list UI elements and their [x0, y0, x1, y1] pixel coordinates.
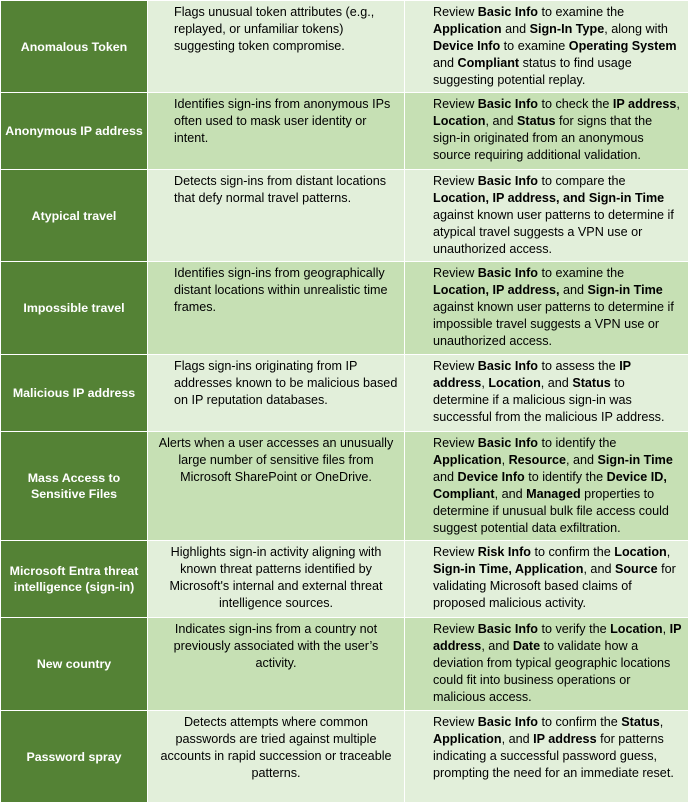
review-field-name: Managed	[526, 487, 581, 501]
review-text: to examine	[500, 39, 569, 53]
table-row	[1, 170, 688, 262]
detection-description: Flags sign-ins originating from IP addresses known to be malicious based on IP reputation databases.	[148, 355, 405, 432]
review-field-name: Application	[433, 732, 502, 746]
detection-description: Highlights sign-in activity aligning with known threat patterns identified by Microsoft's internal and external threat intelligence sources.	[148, 541, 405, 618]
detection-description: Detects sign-ins from distant locations that defy normal travel patterns.	[148, 170, 405, 262]
review-field-name: Location	[488, 376, 540, 390]
review-field-name: Basic Info	[478, 5, 538, 19]
review-field-name: Application	[433, 453, 502, 467]
review-text: , and	[541, 376, 573, 390]
review-field-name: Location, IP address,	[433, 283, 559, 297]
review-text: Review	[433, 545, 478, 559]
detection-description: Alerts when a user accesses an unusually large number of sensitive files from Microsoft SharePoint or OneDrive.	[148, 432, 405, 541]
review-text: to confirm the	[531, 545, 614, 559]
review-text: Review	[433, 359, 478, 373]
review-field-name: Basic Info	[478, 436, 538, 450]
review-field-name: Status	[572, 376, 611, 390]
review-field-name: IP address	[613, 97, 676, 111]
review-text: ,	[663, 622, 670, 636]
review-field-name: Basic Info	[478, 622, 538, 636]
review-text: Review	[433, 5, 478, 19]
detection-name: Atypical travel	[1, 170, 148, 262]
table-row	[1, 541, 688, 618]
review-text: and	[433, 470, 458, 484]
table-row	[1, 355, 688, 432]
review-field-name: Application	[433, 22, 502, 36]
review-text: to validate how a deviation from typical geographic locations could fit into business operations or malicious access.	[433, 639, 670, 704]
review-text: to compare the	[538, 174, 626, 188]
table-row	[1, 711, 688, 803]
review-text: Review	[433, 97, 478, 111]
detection-description: Indicates sign-ins from a country not previously associated with the user’s activity.	[148, 618, 405, 711]
review-field-name: Basic Info	[478, 174, 538, 188]
review-guidance	[405, 1, 688, 93]
review-text: to examine the	[538, 266, 624, 280]
review-field-name: Sign-in Time	[598, 453, 673, 467]
review-text: , and	[481, 639, 513, 653]
review-text: Review	[433, 266, 478, 280]
review-text: to identify the	[538, 436, 616, 450]
table-row	[1, 432, 688, 541]
review-field-name: Location	[433, 114, 485, 128]
review-text: Review	[433, 715, 478, 729]
review-text: ,	[502, 453, 509, 467]
review-text: Review	[433, 622, 478, 636]
review-text: ,	[676, 97, 680, 111]
review-field-name: Basic Info	[478, 359, 538, 373]
review-text: ,	[481, 376, 488, 390]
detection-name: Anomalous Token	[1, 1, 148, 93]
table-row	[1, 1, 688, 93]
review-text: , along with	[604, 22, 668, 36]
review-field-name: Status	[517, 114, 556, 128]
detection-name: New country	[1, 618, 148, 711]
detection-description: Flags unusual token attributes (e.g., replayed, or unfamiliar tokens) suggesting token compromise.	[148, 1, 405, 93]
review-text: for patterns indicating a successful password guess, prompting the need for an immediate reset.	[433, 732, 674, 780]
review-text: status to find usage suggesting potential replay.	[433, 56, 632, 87]
review-text: , and	[495, 487, 527, 501]
review-field-name: Basic Info	[478, 715, 538, 729]
review-text: , and	[502, 732, 534, 746]
table-body	[1, 1, 688, 803]
review-field-name: Basic Info	[478, 266, 538, 280]
review-field-name: IP address	[433, 359, 631, 390]
review-text: against known user patterns to determine if atypical travel suggests a VPN use or unauthorized access.	[433, 208, 674, 256]
review-guidance	[405, 711, 688, 803]
review-field-name: Location, IP address, and Sign-in Time	[433, 191, 664, 205]
detection-name: Impossible travel	[1, 262, 148, 355]
review-text: ,	[660, 715, 664, 729]
review-field-name: Basic Info	[478, 97, 538, 111]
detection-name: Microsoft Entra threat intelligence (sign-in)	[1, 541, 148, 618]
review-field-name: Operating System	[569, 39, 677, 53]
review-text: to assess the	[538, 359, 619, 373]
review-text: to confirm the	[538, 715, 621, 729]
review-field-name: Location	[610, 622, 662, 636]
detection-description: Identifies sign-ins from anonymous IPs often used to mask user identity or intent.	[148, 93, 405, 170]
review-text: to identify the	[525, 470, 607, 484]
review-guidance	[405, 432, 688, 541]
review-text: to verify the	[538, 622, 610, 636]
table-row	[1, 93, 688, 170]
review-text: to examine the	[538, 5, 624, 19]
review-guidance	[405, 618, 688, 711]
review-text: to check the	[538, 97, 613, 111]
review-field-name: Source	[615, 562, 658, 576]
review-text: ,	[667, 545, 671, 559]
review-guidance	[405, 541, 688, 618]
review-text: and	[502, 22, 530, 36]
review-field-name: Compliant	[458, 56, 520, 70]
review-text: Review	[433, 174, 478, 188]
review-text: and	[433, 56, 458, 70]
review-field-name: Device Info	[433, 39, 500, 53]
detection-name: Malicious IP address	[1, 355, 148, 432]
review-field-name: Device ID, Compliant	[433, 470, 667, 501]
review-field-name: Status	[621, 715, 660, 729]
review-text: and	[559, 283, 587, 297]
review-field-name: Device Info	[458, 470, 525, 484]
review-field-name: Sign-In Type	[530, 22, 605, 36]
review-field-name: Location	[614, 545, 666, 559]
review-text: to determine if a malicious sign-in was successful from the malicious IP address.	[433, 376, 664, 424]
review-text: , and	[583, 562, 615, 576]
table-row	[1, 262, 688, 355]
review-text: properties to determine if unusual bulk file access could suggest potential data exfiltration.	[433, 487, 669, 535]
review-field-name: IP address	[533, 732, 596, 746]
detection-name: Anonymous IP address	[1, 93, 148, 170]
detection-description: Detects attempts where common passwords are tried against multiple accounts in rapid succession or traceable patterns.	[148, 711, 405, 803]
review-guidance	[405, 170, 688, 262]
review-guidance	[405, 355, 688, 432]
review-text: against known user patterns to determine if impossible travel suggests a VPN use or unauthorized access.	[433, 300, 674, 348]
review-text: Review	[433, 436, 478, 450]
review-text: for signs that the sign-in originated from an anonymous source requiring additional validation.	[433, 114, 652, 162]
review-text: for validating Microsoft based claims of proposed malicious activity.	[433, 562, 676, 610]
review-guidance	[405, 262, 688, 355]
review-field-name: Date	[513, 639, 540, 653]
review-field-name: Sign-in Time	[587, 283, 662, 297]
review-field-name: Resource	[509, 453, 566, 467]
review-text: , and	[485, 114, 517, 128]
review-field-name: Risk Info	[478, 545, 531, 559]
table-row	[1, 618, 688, 711]
review-field-name: Sign-in Time, Application	[433, 562, 583, 576]
review-field-name: IP address	[433, 622, 681, 653]
detection-name: Password spray	[1, 711, 148, 803]
detection-description: Identifies sign-ins from geographically distant locations within unrealistic time frames.	[148, 262, 405, 355]
review-text: , and	[566, 453, 598, 467]
review-guidance	[405, 93, 688, 170]
detection-name: Mass Access to Sensitive Files	[1, 432, 148, 541]
